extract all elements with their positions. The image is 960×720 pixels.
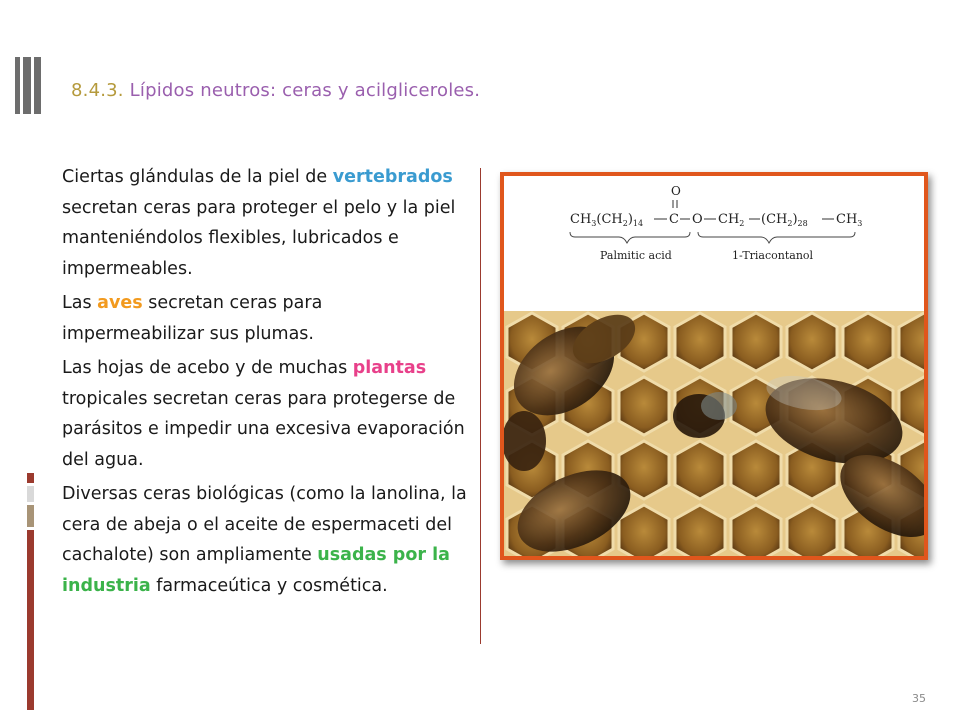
vertical-divider bbox=[480, 168, 481, 644]
formula-sub: 28 bbox=[797, 219, 808, 228]
body-text bbox=[62, 162, 473, 605]
formula-group2: (CH bbox=[761, 212, 788, 227]
svg-text:CH3(CH2)14 bbox=[570, 212, 643, 228]
highlight-plantas: plantas bbox=[352, 358, 427, 378]
slide-title bbox=[71, 80, 480, 101]
formula-group-close: ) bbox=[627, 212, 633, 227]
paragraph-text: Las hojas de acebo y de muchas bbox=[62, 358, 353, 378]
highlight-aves: aves bbox=[97, 293, 143, 313]
title-number: 8.4.3. bbox=[71, 80, 124, 101]
paragraph-plantas bbox=[62, 353, 471, 475]
formula-sub: 2 bbox=[787, 219, 793, 228]
label-triacontanol: 1-Triacontanol bbox=[732, 249, 814, 262]
highlight-industria: usadas por la industria bbox=[62, 545, 450, 596]
paragraph-text: Diversas ceras biológicas (como la lanolina, la cera de abeja o el aceite de espermaceti del cachalote) son ampliamente bbox=[62, 484, 473, 565]
svg-text:(CH2)28 bbox=[761, 212, 808, 228]
paragraph-text: Ciertas glándulas de la piel de bbox=[62, 167, 333, 187]
highlight-vertebrados: vertebrados bbox=[332, 167, 453, 187]
wax-figure bbox=[500, 172, 928, 560]
formula-group: (CH bbox=[596, 212, 623, 227]
paragraph-text: farmaceútica y cosmética. bbox=[150, 575, 388, 596]
paragraph-vertebrados bbox=[62, 162, 467, 284]
title-text: Lípidos neutros: ceras y acilgliceroles. bbox=[129, 80, 481, 101]
paragraph-industria bbox=[62, 479, 473, 601]
paragraph-text: secretan ceras para proteger el pelo y la piel manteniéndolos flexibles, lubricados e impermeables. bbox=[62, 167, 464, 279]
svg-text:CH3 bbox=[836, 212, 862, 228]
wax-formula bbox=[504, 176, 924, 311]
svg-text:CH2 bbox=[718, 212, 744, 228]
honeybee-photo bbox=[504, 311, 924, 556]
carbonyl-oxygen: O bbox=[671, 184, 681, 198]
paragraph-text: Las bbox=[62, 293, 98, 313]
formula-oxygen: O bbox=[692, 212, 703, 227]
formula-ch3-right: CH bbox=[836, 212, 858, 227]
paragraph-text: secretan ceras para impermeabilizar sus plumas. bbox=[62, 293, 328, 344]
formula-sub: 3 bbox=[591, 219, 597, 228]
page-number: 35 bbox=[912, 692, 926, 705]
paragraph-text: tropicales secretan ceras para protegerse de parásitos e impedir una excesiva evaporación del agua. bbox=[62, 358, 471, 470]
formula-sub: 14 bbox=[632, 219, 644, 228]
formula-sub: 3 bbox=[857, 219, 863, 228]
formula-carbon: C bbox=[669, 212, 679, 227]
formula-sub: 2 bbox=[739, 219, 745, 228]
paragraph-aves bbox=[62, 288, 467, 349]
formula-group2-close: ) bbox=[792, 212, 798, 227]
formula-sub: 2 bbox=[622, 219, 628, 228]
corner-decoration bbox=[0, 0, 60, 130]
formula-ch2: CH bbox=[718, 212, 740, 227]
formula-ch3-left: CH bbox=[570, 212, 592, 227]
label-palmitic-acid: Palmitic acid bbox=[600, 249, 672, 262]
